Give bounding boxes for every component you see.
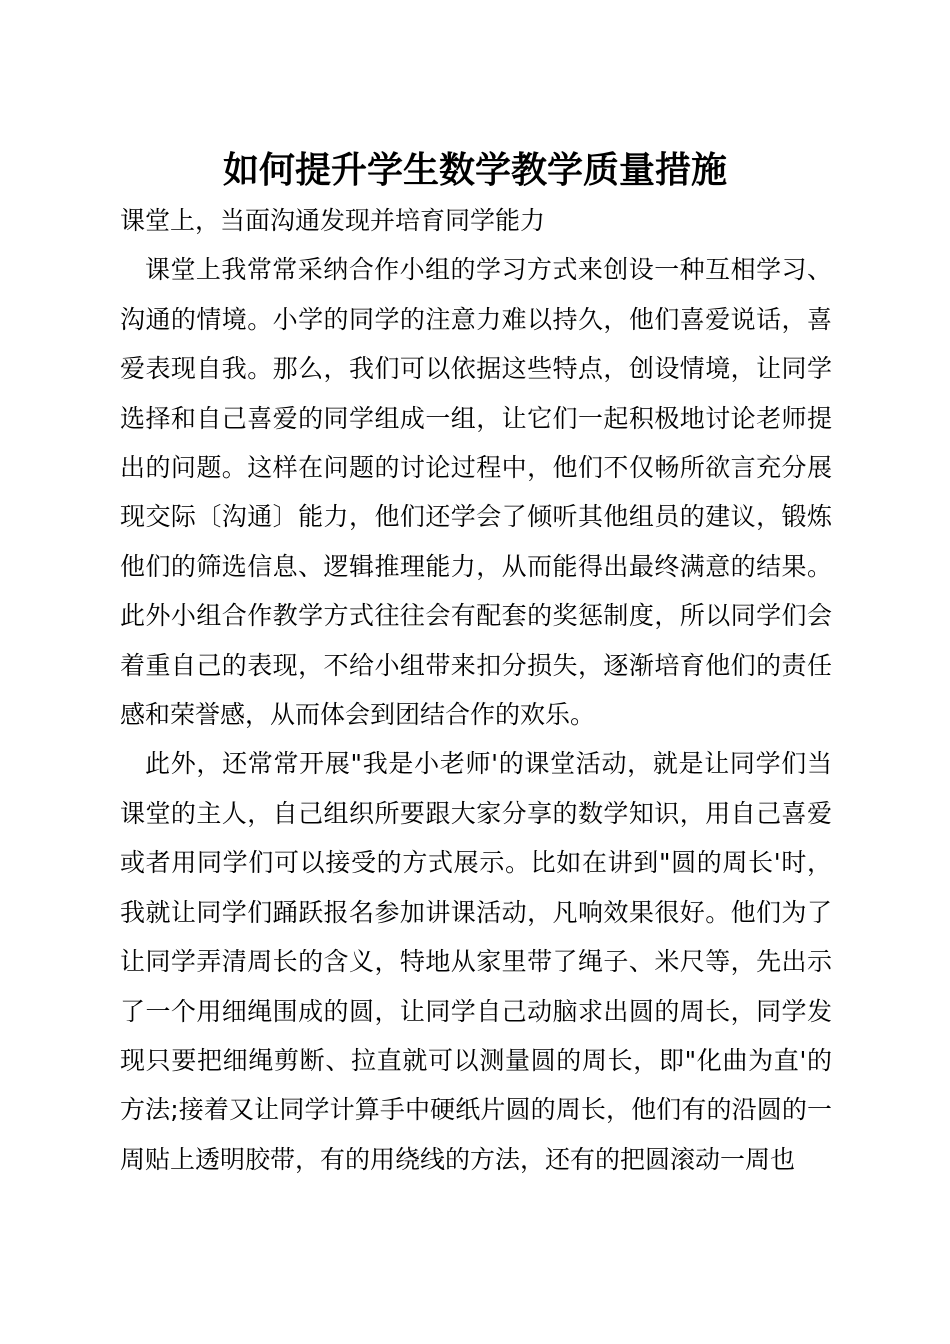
document-body bbox=[120, 196, 832, 1184]
paragraph: 课堂上我常常采纳合作小组的学习方式来创设一种互相学习、沟通的情境。小学的同学的注意力难以持久，他们喜爱说话，喜爱表现自我。那么，我们可以依据这些特点，创设情境，让同学选择和自己喜爱的同学组成一组，让它们一起积极地讨论老师提出的问题。这样在问题的讨论过程中，他们不仅畅所欲言充分展现交际〔沟通〕能力，他们还学会了倾听其他组员的建议，锻炼他们的筛选信息、逻辑推理能力，从而能得出最终满意的结果。此外小组合作教学方式往往会有配套的奖惩制度，所以同学们会着重自己的表现，不给小组带来扣分损失，逐渐培育他们的责任感和荣誉感，从而体会到团结合作的欢乐。 bbox=[120, 255, 832, 730]
section-heading: 课堂上，当面沟通发现并培育同学能力 bbox=[120, 206, 546, 235]
paragraph: 此外，还常常开展"我是小老师'的课堂活动，就是让同学们当课堂的主人，自己组织所要跟大家分享的数学知识，用自己喜爱或者用同学们可以接受的方式展示。比如在讲到"圆的周长'时，我就让同学们踊跃报名参加讲课活动，凡响效果很好。他们为了让同学弄清周长的含义，特地从家里带了绳子、米尺等，先出示了一个用细绳围成的圆，让同学自己动脑求出圆的周长，同学发现只要把细绳剪断、拉直就可以测量圆的周长，即"化曲为直'的方法;接着又让同学计算手中硬纸片圆的周长，他们有的沿圆的一周贴上透明胶带，有的用绕线的方法，还有的把圆滚动一周也 bbox=[120, 749, 832, 1174]
document-title: 如何提升学生数学教学质量措施 bbox=[222, 149, 727, 191]
